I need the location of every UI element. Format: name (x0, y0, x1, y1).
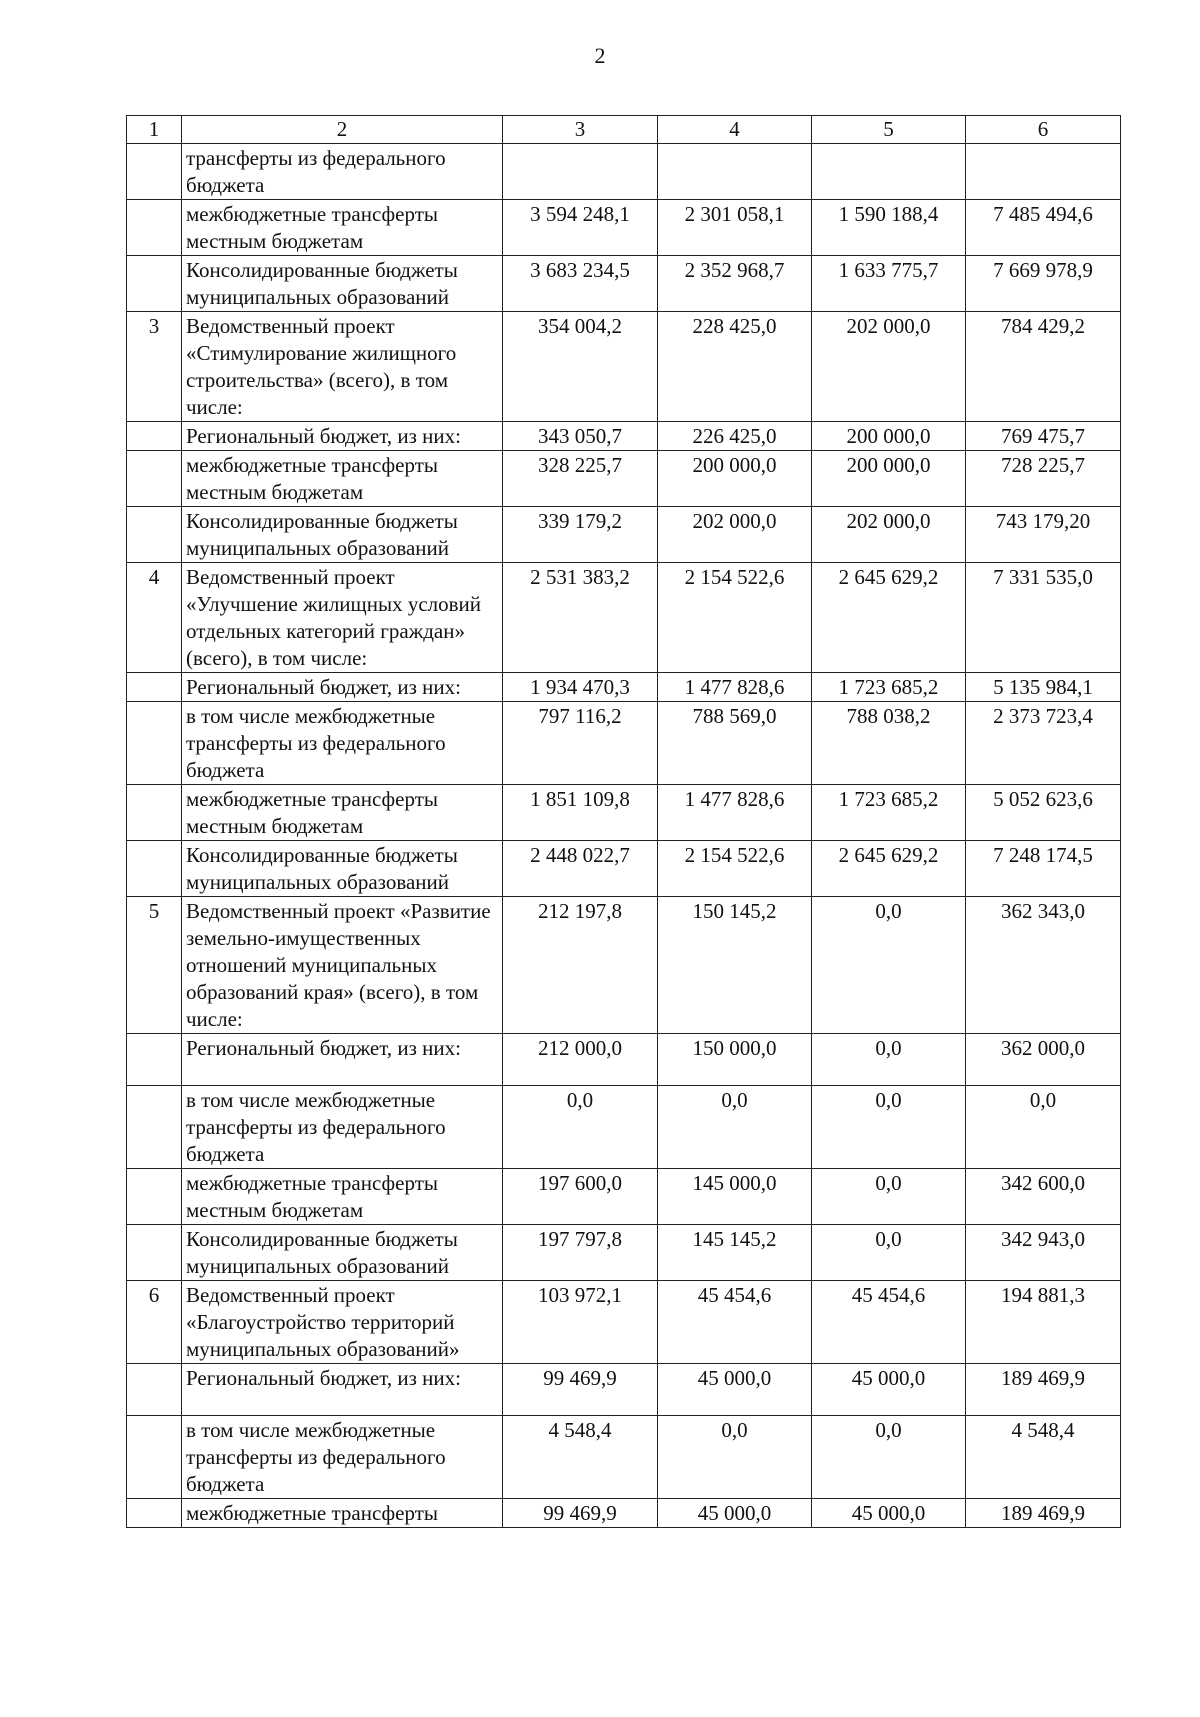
value-col3: 103 972,1 (503, 1281, 658, 1364)
page-number: 2 (594, 43, 606, 68)
value-col4: 150 145,2 (658, 897, 812, 1034)
value-col3: 3 594 248,1 (503, 200, 658, 256)
header-cell: 4 (658, 116, 812, 144)
row-description: в том числе межбюджетные трансферты из федерального бюджета (182, 1086, 503, 1169)
value-col5: 0,0 (812, 897, 966, 1034)
table-row (127, 1499, 1121, 1528)
row-description: в том числе межбюджетные трансферты из федерального бюджета (182, 702, 503, 785)
value-col3: 197 600,0 (503, 1169, 658, 1225)
value-col6: 342 943,0 (966, 1225, 1121, 1281)
value-col3: 1 851 109,8 (503, 785, 658, 841)
row-number (127, 451, 182, 507)
row-number: 5 (127, 897, 182, 1034)
value-col3: 197 797,8 (503, 1225, 658, 1281)
table-row (127, 897, 1121, 1034)
table-row (127, 841, 1121, 897)
header-cell: 5 (812, 116, 966, 144)
value-col4: 145 000,0 (658, 1169, 812, 1225)
value-col3: 339 179,2 (503, 507, 658, 563)
header-cell: 3 (503, 116, 658, 144)
value-col4: 145 145,2 (658, 1225, 812, 1281)
row-description: межбюджетные трансферты местным бюджетам (182, 785, 503, 841)
table-row (127, 451, 1121, 507)
value-col4: 202 000,0 (658, 507, 812, 563)
value-col5: 788 038,2 (812, 702, 966, 785)
value-col4: 0,0 (658, 1416, 812, 1499)
value-col3: 797 116,2 (503, 702, 658, 785)
value-col3: 354 004,2 (503, 312, 658, 422)
header-cell: 6 (966, 116, 1121, 144)
table-row (127, 563, 1121, 673)
value-col4: 45 454,6 (658, 1281, 812, 1364)
table-header-row (127, 116, 1121, 144)
value-col6 (966, 144, 1121, 200)
table-row (127, 702, 1121, 785)
row-description: Консолидированные бюджеты муниципальных образований (182, 841, 503, 897)
table-row (127, 256, 1121, 312)
row-description: Региональный бюджет, из них: (182, 1034, 503, 1086)
value-col3: 2 448 022,7 (503, 841, 658, 897)
table-row (127, 422, 1121, 451)
value-col6: 0,0 (966, 1086, 1121, 1169)
value-col5: 0,0 (812, 1225, 966, 1281)
row-number (127, 702, 182, 785)
header-cell: 1 (127, 116, 182, 144)
value-col4: 150 000,0 (658, 1034, 812, 1086)
value-col6: 4 548,4 (966, 1416, 1121, 1499)
row-description: Ведомственный проект «Улучшение жилищных условий отдельных категорий граждан» (всего), в том числе: (182, 563, 503, 673)
value-col6: 194 881,3 (966, 1281, 1121, 1364)
value-col6: 2 373 723,4 (966, 702, 1121, 785)
value-col4: 2 352 968,7 (658, 256, 812, 312)
row-number (127, 841, 182, 897)
row-number (127, 673, 182, 702)
row-description: межбюджетные трансферты (182, 1499, 503, 1528)
value-col6: 769 475,7 (966, 422, 1121, 451)
row-description: Региональный бюджет, из них: (182, 422, 503, 451)
row-number (127, 1364, 182, 1416)
value-col6: 189 469,9 (966, 1499, 1121, 1528)
value-col5: 202 000,0 (812, 312, 966, 422)
value-col3: 328 225,7 (503, 451, 658, 507)
value-col3: 212 000,0 (503, 1034, 658, 1086)
value-col6: 342 600,0 (966, 1169, 1121, 1225)
value-col4: 2 154 522,6 (658, 563, 812, 673)
table-row (127, 144, 1121, 200)
value-col5: 200 000,0 (812, 451, 966, 507)
value-col5: 0,0 (812, 1169, 966, 1225)
row-description: межбюджетные трансферты местным бюджетам (182, 451, 503, 507)
value-col5: 0,0 (812, 1086, 966, 1169)
value-col6: 362 000,0 (966, 1034, 1121, 1086)
value-col3: 99 469,9 (503, 1499, 658, 1528)
value-col4: 228 425,0 (658, 312, 812, 422)
table-row (127, 1416, 1121, 1499)
value-col3: 343 050,7 (503, 422, 658, 451)
value-col4 (658, 144, 812, 200)
row-description: Региональный бюджет, из них: (182, 673, 503, 702)
table-row (127, 673, 1121, 702)
value-col5: 2 645 629,2 (812, 841, 966, 897)
value-col5: 1 590 188,4 (812, 200, 966, 256)
value-col3: 0,0 (503, 1086, 658, 1169)
value-col6: 728 225,7 (966, 451, 1121, 507)
value-col5: 45 000,0 (812, 1499, 966, 1528)
value-col4: 45 000,0 (658, 1499, 812, 1528)
table-row (127, 312, 1121, 422)
value-col5: 200 000,0 (812, 422, 966, 451)
value-col3: 212 197,8 (503, 897, 658, 1034)
table-row (127, 1034, 1121, 1086)
row-number (127, 1034, 182, 1086)
value-col4: 45 000,0 (658, 1364, 812, 1416)
value-col5: 0,0 (812, 1034, 966, 1086)
value-col3: 4 548,4 (503, 1416, 658, 1499)
row-description: Консолидированные бюджеты муниципальных образований (182, 1225, 503, 1281)
row-number (127, 422, 182, 451)
value-col4: 788 569,0 (658, 702, 812, 785)
value-col6: 7 485 494,6 (966, 200, 1121, 256)
value-col5 (812, 144, 966, 200)
value-col6: 7 331 535,0 (966, 563, 1121, 673)
value-col5: 1 723 685,2 (812, 785, 966, 841)
row-description: межбюджетные трансферты местным бюджетам (182, 200, 503, 256)
row-description: Ведомственный проект «Стимулирование жилищного строительства» (всего), в том числе: (182, 312, 503, 422)
row-number (127, 200, 182, 256)
table-row (127, 507, 1121, 563)
value-col5: 202 000,0 (812, 507, 966, 563)
value-col5: 0,0 (812, 1416, 966, 1499)
value-col6: 5 135 984,1 (966, 673, 1121, 702)
value-col4: 2 301 058,1 (658, 200, 812, 256)
value-col5: 45 000,0 (812, 1364, 966, 1416)
value-col4: 1 477 828,6 (658, 785, 812, 841)
row-number: 6 (127, 1281, 182, 1364)
value-col5: 45 454,6 (812, 1281, 966, 1364)
row-number: 3 (127, 312, 182, 422)
value-col3: 1 934 470,3 (503, 673, 658, 702)
row-description: Ведомственный проект «Благоустройство территорий муниципальных образований» (182, 1281, 503, 1364)
row-number (127, 1086, 182, 1169)
value-col4: 200 000,0 (658, 451, 812, 507)
value-col3: 3 683 234,5 (503, 256, 658, 312)
value-col3: 99 469,9 (503, 1364, 658, 1416)
value-col6: 7 669 978,9 (966, 256, 1121, 312)
value-col4: 226 425,0 (658, 422, 812, 451)
table-row (127, 1086, 1121, 1169)
row-description: трансферты из федерального бюджета (182, 144, 503, 200)
value-col6: 5 052 623,6 (966, 785, 1121, 841)
header-cell: 2 (182, 116, 503, 144)
budget-table (126, 115, 1121, 1528)
row-number (127, 144, 182, 200)
row-description: межбюджетные трансферты местным бюджетам (182, 1169, 503, 1225)
row-number (127, 507, 182, 563)
table-row (127, 1364, 1121, 1416)
value-col6: 784 429,2 (966, 312, 1121, 422)
value-col4: 1 477 828,6 (658, 673, 812, 702)
row-description: Региональный бюджет, из них: (182, 1364, 503, 1416)
row-number (127, 1499, 182, 1528)
row-description: Ведомственный проект «Развитие земельно-имущественных отношений муниципальных образований края» (всего), в том числе: (182, 897, 503, 1034)
table-row (127, 200, 1121, 256)
row-description: в том числе межбюджетные трансферты из федерального бюджета (182, 1416, 503, 1499)
row-number: 4 (127, 563, 182, 673)
value-col5: 2 645 629,2 (812, 563, 966, 673)
table-row (127, 1169, 1121, 1225)
row-number (127, 1169, 182, 1225)
value-col4: 0,0 (658, 1086, 812, 1169)
row-number (127, 1416, 182, 1499)
value-col6: 743 179,20 (966, 507, 1121, 563)
value-col6: 189 469,9 (966, 1364, 1121, 1416)
value-col3 (503, 144, 658, 200)
value-col6: 7 248 174,5 (966, 841, 1121, 897)
value-col4: 2 154 522,6 (658, 841, 812, 897)
value-col5: 1 723 685,2 (812, 673, 966, 702)
table-row (127, 1281, 1121, 1364)
value-col5: 1 633 775,7 (812, 256, 966, 312)
value-col6: 362 343,0 (966, 897, 1121, 1034)
value-col3: 2 531 383,2 (503, 563, 658, 673)
row-number (127, 785, 182, 841)
row-description: Консолидированные бюджеты муниципальных образований (182, 256, 503, 312)
row-number (127, 1225, 182, 1281)
table-row (127, 785, 1121, 841)
table-row (127, 1225, 1121, 1281)
row-number (127, 256, 182, 312)
row-description: Консолидированные бюджеты муниципальных образований (182, 507, 503, 563)
